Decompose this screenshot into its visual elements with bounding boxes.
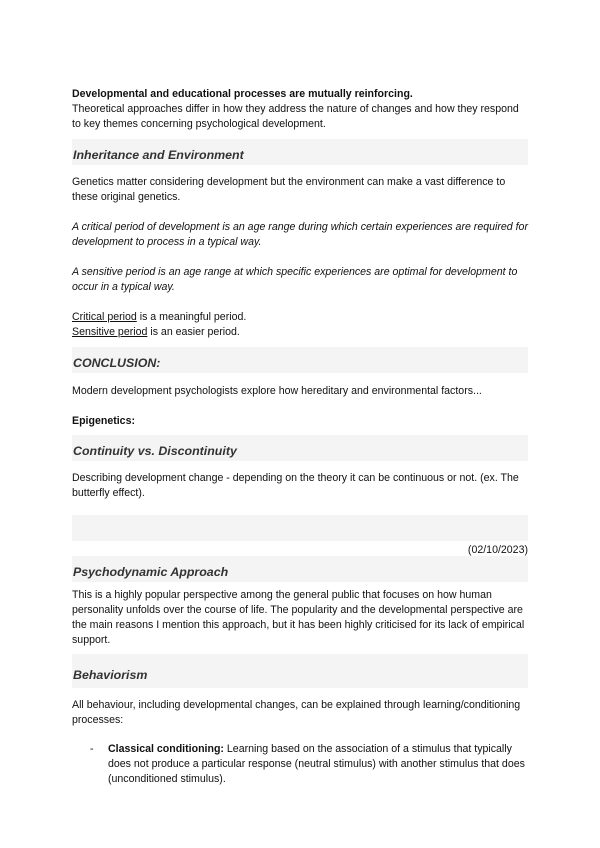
section-title-continuity: Continuity vs. Discontinuity xyxy=(73,444,237,458)
critical-period-text: is a meaningful period. xyxy=(136,311,247,323)
date-stamp: (02/10/2023) xyxy=(467,544,528,556)
dash-bullet: - xyxy=(90,743,94,755)
classical-conditioning-term: Classical conditioning: xyxy=(108,743,224,755)
section-header-psychodynamic xyxy=(72,556,528,582)
behaviorism-body: All behaviour, including developmental changes, can be explained through learning/conditioning processes: xyxy=(72,699,521,726)
list-item xyxy=(72,742,528,787)
sensitive-period-definition: A sensitive period is an age range at which specific experiences are optimal for development to occur in a typical way. xyxy=(72,266,518,293)
section-title-inheritance: Inheritance and Environment xyxy=(73,148,244,162)
epigenetics-label: Epigenetics: xyxy=(72,415,135,427)
intro-body: Theoretical approaches differ in how they address the nature of changes and how they respond to key themes concerning psychological development. xyxy=(72,103,519,130)
critical-period-term: Critical period xyxy=(72,311,137,323)
conditioning-list xyxy=(72,742,528,787)
empty-header-band xyxy=(72,515,528,541)
classical-conditioning-text: Learning based on the association of a stimulus that typically does not produce a particular response (neutral stimulus) with another stimulus that does (unconditioned stimulus). xyxy=(108,743,525,785)
conclusion-body: Modern development psychologists explore how hereditary and environmental factors... xyxy=(72,385,482,397)
continuity-body: Describing development change - depending on the theory it can be continuous or not. (ex. The butterfly effect). xyxy=(72,472,519,499)
section-title-psychodynamic: Psychodynamic Approach xyxy=(73,565,229,579)
intro-heading: Developmental and educational processes are mutually reinforcing. xyxy=(72,88,413,100)
section-header-inheritance xyxy=(72,139,528,165)
document-page xyxy=(72,87,528,787)
section-title-conclusion: CONCLUSION: xyxy=(73,356,161,370)
sensitive-period-text: is an easier period. xyxy=(147,326,240,338)
sensitive-period-term: Sensitive period xyxy=(72,326,148,338)
critical-period-definition: A critical period of development is an age range during which certain experiences are required for development to process in a typical way. xyxy=(72,221,528,248)
psychodynamic-body: This is a highly popular perspective among the general public that focuses on how human personality unfolds over the course of life. The popularity and the developmental perspective are the main reasons I mention this approach, but it has been highly criticised for its lack of empirical support. xyxy=(72,589,525,646)
critical-period-line xyxy=(72,310,528,325)
section-header-conclusion xyxy=(72,347,528,373)
section-title-behaviorism: Behaviorism xyxy=(73,668,148,682)
section-header-continuity xyxy=(72,435,528,461)
section-header-behaviorism xyxy=(72,654,528,688)
inheritance-paragraph: Genetics matter considering development but the environment can make a vast difference to these original genetics. xyxy=(72,176,506,203)
sensitive-period-line xyxy=(72,325,528,340)
